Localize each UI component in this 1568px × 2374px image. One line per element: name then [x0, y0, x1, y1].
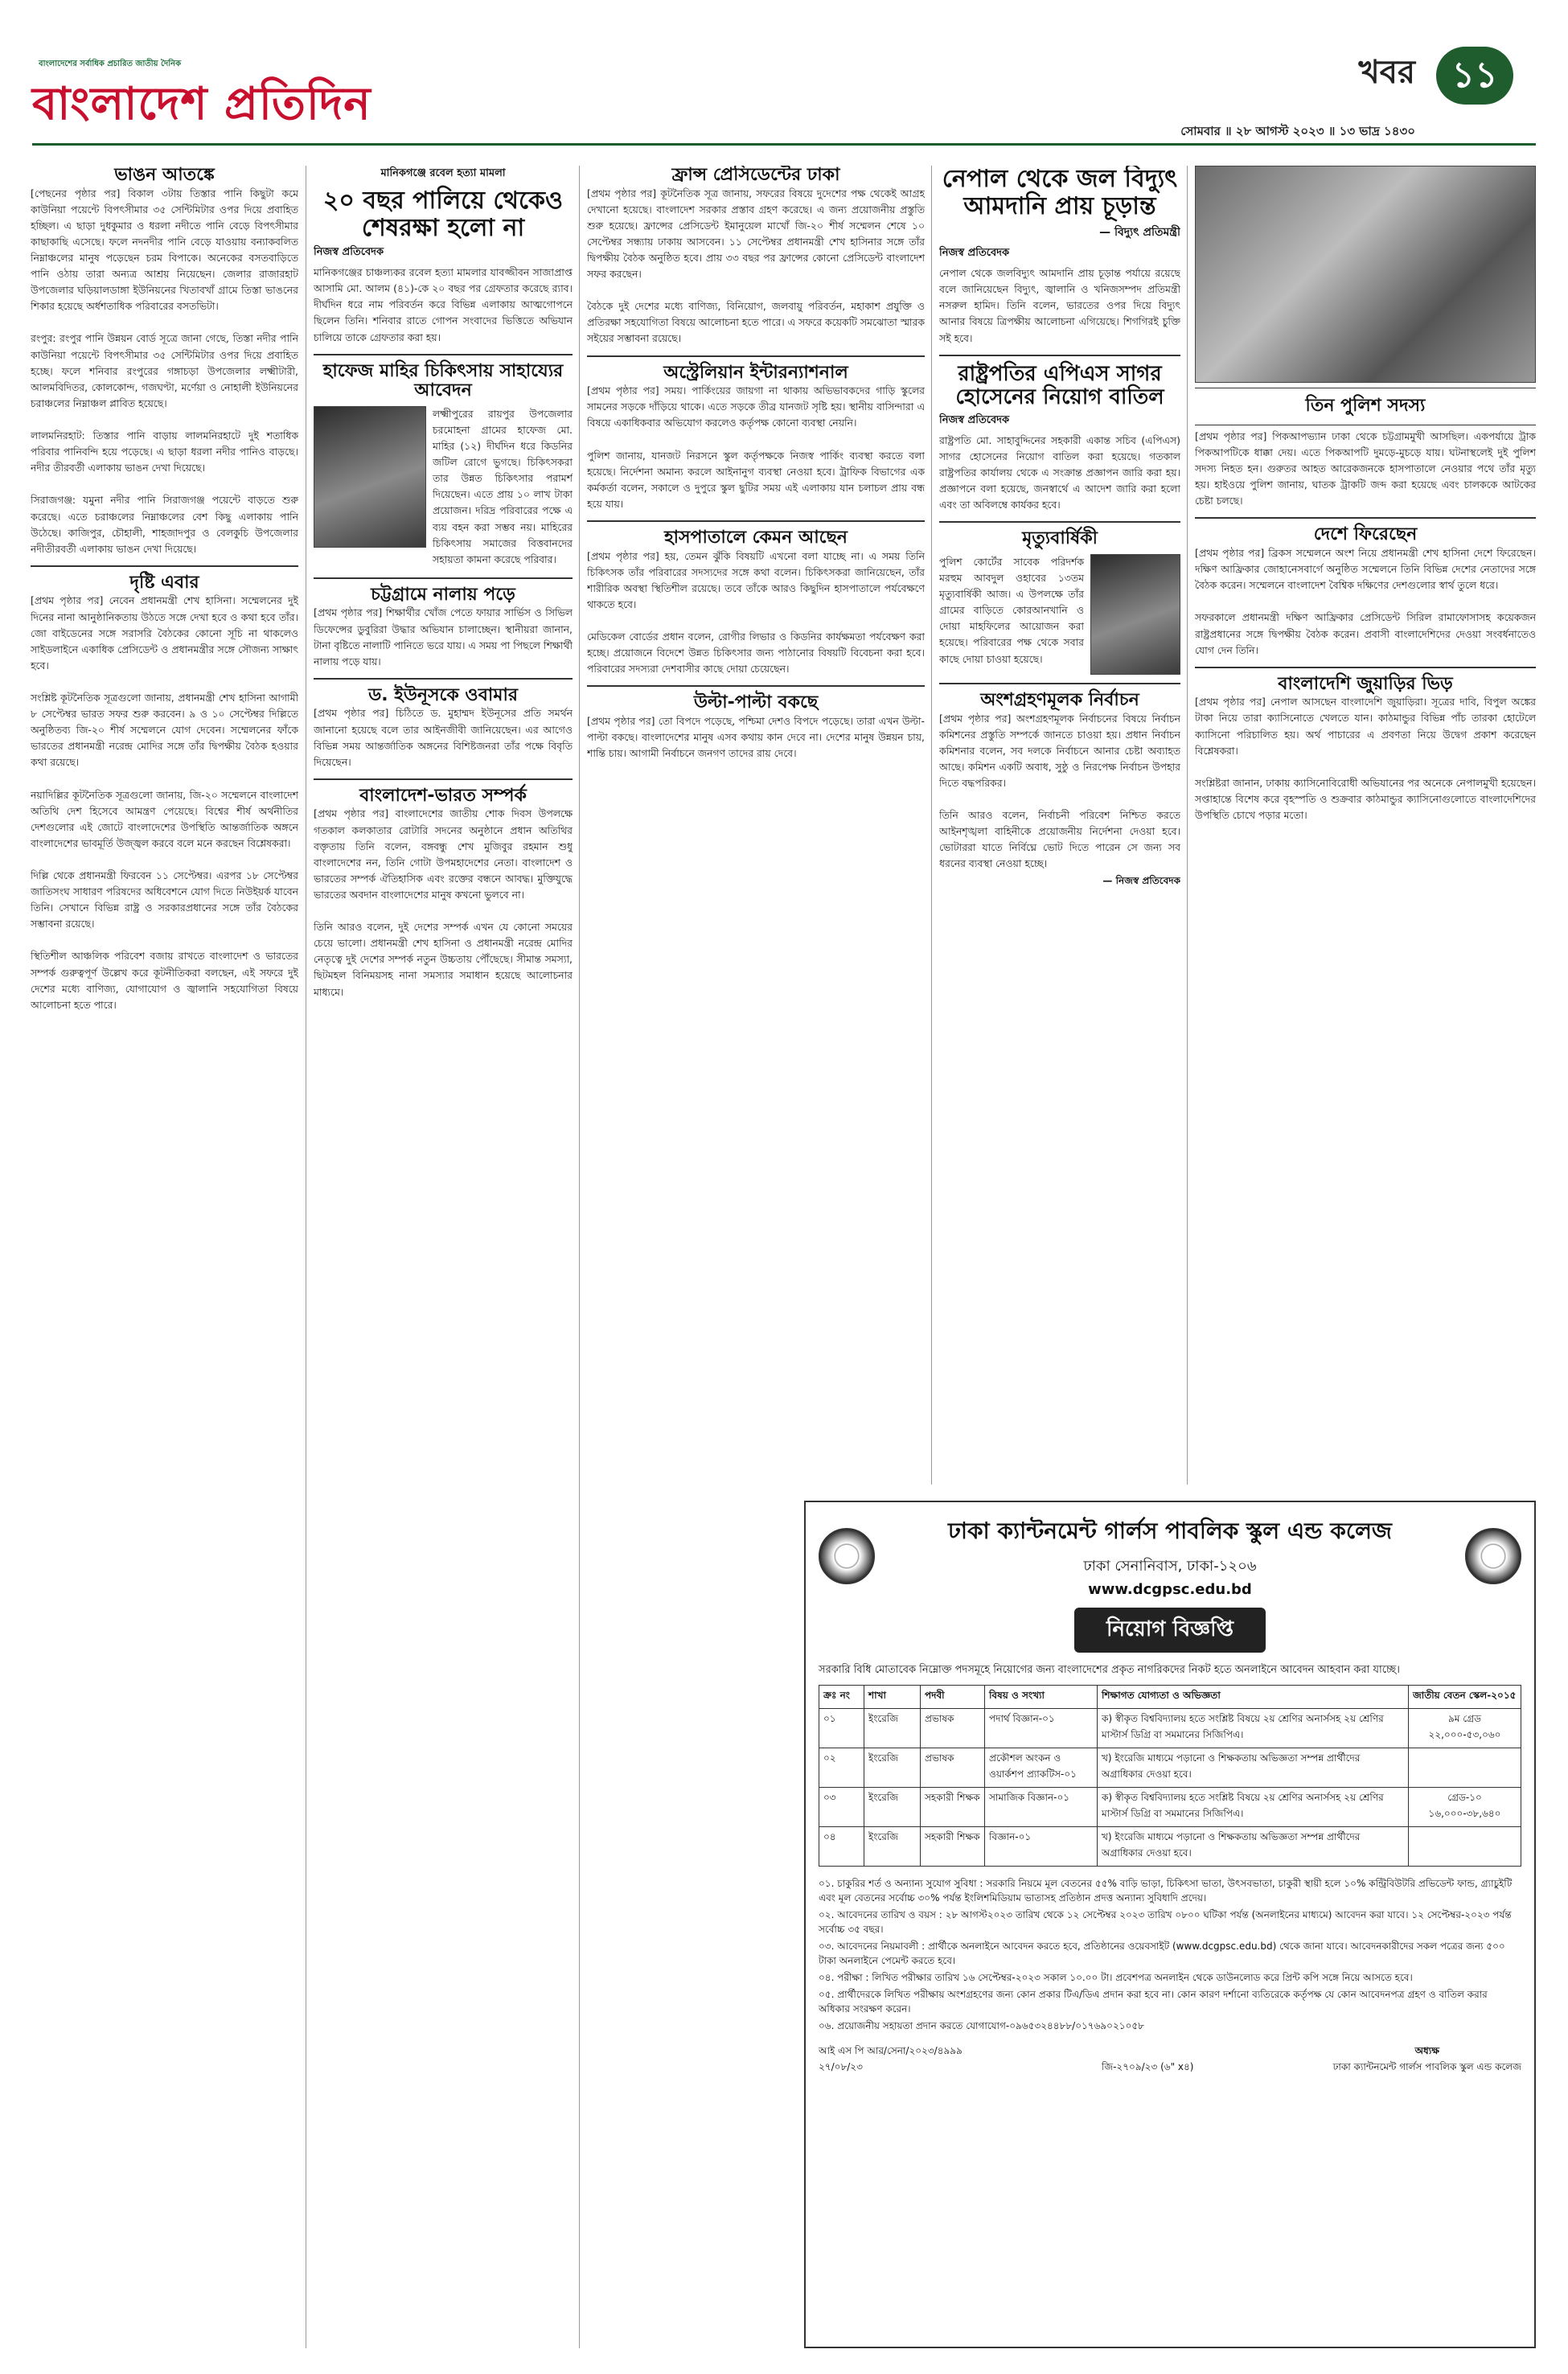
table-cell: সহকারী শিক্ষক	[921, 1826, 985, 1866]
table-cell: ০৪	[819, 1826, 864, 1866]
divider	[314, 577, 573, 579]
column-4	[939, 166, 1180, 1485]
byline: নিজস্ব প্রতিবেদক	[939, 247, 1010, 260]
table-header: শিক্ষাগত যোগ্যতা ও অভিজ্ঞতা	[1098, 1685, 1409, 1708]
column-divider	[579, 166, 580, 2348]
column-5	[1195, 166, 1536, 1485]
table-cell: সহকারী শিক্ষক	[921, 1787, 985, 1826]
headline-participatory-election: অংশগ্রহণমূলক নির্বাচন	[980, 689, 1139, 710]
divider	[1195, 517, 1536, 519]
table-cell: খ) ইংরেজি মাধ্যমে পড়ানো ও শিক্ষকতায় অভিজ্ঞতা সম্পন্ন প্রার্থীদের অগ্রাধিকার দেওয়া হবে।	[1098, 1748, 1409, 1787]
column-3	[587, 166, 925, 1485]
article-nepal-power-body: নেপাল থেকে জলবিদ্যুৎ আমদানি প্রায় চূড়ান্ত পর্যায়ে রয়েছে বলে জানিয়েছেন বিদ্যুৎ, জ্বালানি ও খনিজসম্পদ প্রতিমন্ত্রী নসরুল হামিদ। তিনি বলেন, ভারতের ওপর দিয়ে বিদ্যুৎ আনার বিষয়ে ত্রিপক্ষীয় আলোচনা এগিয়েছে। শিগগিরই চুক্তি সই হবে।	[939, 267, 1180, 344]
column-1	[31, 166, 298, 2348]
vacancy-table	[819, 1685, 1521, 1867]
table-header: পদবী	[921, 1685, 985, 1708]
ad-term-item: ০১. চাকুরির শর্ত ও অন্যান্য সুযোগ সুবিধা : সরকারি নিয়মে মূল বেতনের ৫৫% বাড়ি ভাড়া, চিকিৎসা ভাতা, উৎসবভাতা, চাকুরী স্থায়ী হলে ১০% কন্ট্রিবিউটরি প্রভিডেন্ট ফান্ড, গ্র্যাচুইটি এবং মূল বেতনের সর্বোচ্চ ৩০% পর্যন্ত ইংলিশমিডিয়াম ভাতাসহ প্রতিষ্ঠান প্রদত্ত অন্যান্য সুবিধাদি প্রদেয়।	[819, 1877, 1513, 1904]
byline: নিজস্ব প্রতিবেদক	[939, 413, 1010, 426]
masthead-rule	[32, 143, 1536, 146]
article-police-body: [প্রথম পৃষ্ঠার পর] পিকআপভ্যান ঢাকা থেকে চট্টগ্রামমুখী আসছিল। একপর্যায়ে ট্রাক পিকআপটিকে ধাক্কা দেয়। এতে পিকআপটি দুমড়ে-মুচড়ে যায়। ঘটনাস্থলেই দুই পুলিশ সদস্য নিহত হন। গুরুতর আহত আরেকজনকে হাসপাতালে নেওয়ার পথে তাঁর মৃত্যু হয়। হাইওয়ে পুলিশ জানায়, ঘাতক ট্রাকটি জব্দ করা হয়েছে এবং চালককে আটকের চেষ্টা চলছে।	[1195, 430, 1536, 507]
table-cell: ০২	[819, 1748, 864, 1787]
ad-ref-right: জি-২৭০৯/২৩ (৬" x৪)	[1101, 2061, 1194, 2073]
table-header: শাখা	[864, 1685, 921, 1708]
signer-org: ঢাকা ক্যান্টনমেন্ট গার্লস পাবলিক স্কুল এন্ড কলেজ	[1332, 2061, 1521, 2073]
mahir-photo	[314, 406, 426, 548]
table-cell: ৯ম গ্রেড ২২,০০০-৫৩,০৬০	[1409, 1708, 1521, 1748]
signoff: — নিজস্ব প্রতিবেদক	[1102, 874, 1180, 886]
divider	[587, 685, 925, 687]
article-france-body: [প্রথম পৃষ্ঠার পর] কূটনৈতিক সূত্র জানায়, সফরের বিষয়ে দুদেশের পক্ষ থেকেই আগ্রহ দেখানো হয়েছে। বাংলাদেশ সরকার প্রস্তাব গ্রহণ করেছে। এ জন্য প্রয়োজনীয় প্রস্তুতি শুরু হয়েছে। ফ্রান্সের প্রেসিডেন্ট ইমানুয়েল মাখোঁ জি-২০ শীর্ষ সম্মেলন শেষে ১০ সেপ্টেম্বর সন্ধ্যায় ঢাকায় আসবেন। ১১ সেপ্টেম্বর প্রধানমন্ত্রী শেখ হাসিনার সঙ্গে তাঁর দ্বিপক্ষীয় বৈঠক অনুষ্ঠিত হবে। প্রায় ৩৩ বছর পর ফ্রান্সের কোনো প্রেসিডেন্ট বাংলাদেশ সফর করছেন। বৈঠকে দুই দেশের মধ্যে বাণিজ্য, বিনিয়োগ, জলবায়ু পরিবর্তন, মহাকাশ প্রযুক্তি ও প্রতিরক্ষা সহযোগিতা বিষয়ে আলোচনা হতে পারে। এ সফরে কয়েকটি সমঝোতা স্মারক সইয়ের সম্ভাবনা রয়েছে।	[587, 187, 925, 345]
portrait-photo	[1090, 554, 1180, 675]
table-cell: ক) স্বীকৃত বিশ্ববিদ্যালয় হতে সংশ্লিষ্ট বিষয়ে ২য় শ্রেণির অনার্সসহ ২য় শ্রেণির মাস্টার্স ডিগ্রি বা সমমানের সিজিপিএ।	[1098, 1787, 1409, 1826]
ad-term-item: ০৩. আবেদনের নিয়মাবলী : প্রার্থীকে অনলাইনে আবেদন করতে হবে, প্রতিষ্ঠানের ওয়েবসাইট (www.dcgpsc.edu.bd) থেকে জানা যাবে। আবেদনকারীদের সকল পত্রের জন্য ৫০০ টাকা অনলাইনে পেমেন্ট করতে হবে।	[819, 1940, 1505, 1967]
headline-bhangon: ভাঙন আতঙ্কে	[114, 166, 215, 185]
table-row	[819, 1787, 1521, 1826]
column-2	[314, 166, 573, 2348]
school-website[interactable]: www.dcgpsc.edu.bd	[1088, 1581, 1252, 1598]
table-cell: ইংরেজি	[864, 1787, 921, 1826]
ad-term-item: ০৫. প্রার্থীদেরকে লিখিত পরীক্ষায় অংশগ্রহণের জন্য কোন প্রকার টিএ/ডিএ প্রদান করা হবে না। কোন কারণ দর্শানো ব্যতিরেকে কর্তৃপক্ষ যে কোন আবেদনপত্র গ্রহণ ও বাতিল করার অধিকার সংরক্ষণ করেন।	[819, 1988, 1488, 2015]
table-cell: বিজ্ঞান-০১	[985, 1826, 1098, 1866]
headline-hafez-mahir: হাফেজ মাহির চিকিৎসায় সাহায্যের আবেদন	[322, 360, 564, 401]
article-death-anniversary-body: পুলিশ কোর্টের সাবেক পরিদর্শক মরহুম আবদুল ওহাবের ১৩তম মৃত্যুবার্ষিকী আজ। এ উপলক্ষে তাঁর গ্রামের বাড়িতে কোরআনখানি ও দোয়া মাহফিলের আয়োজন করা হয়েছে। পরিবারের পক্ষ থেকে সবার কাছে দোয়া চাওয়া হয়েছে।	[939, 555, 1084, 665]
table-cell	[1409, 1826, 1521, 1866]
table-header-row	[819, 1685, 1521, 1708]
headline-nepal-power: নেপাল থেকে জল বিদ্যুৎ আমদানি প্রায় চূড়ান্ত	[942, 166, 1178, 220]
article-hafez-mahir-body: লক্ষ্মীপুরের রায়পুর উপজেলার চরমোহনা গ্রামের হাফেজ মো. মাহির (১২) দীর্ঘদিন ধরে কিডনির জটিল রোগে ভুগছে। চিকিৎসকরা তার উন্নত চিকিৎসার পরামর্শ দিয়েছেন। এতে প্রায় ১০ লাখ টাকা প্রয়োজন। দরিদ্র পরিবারের পক্ষে এ ব্যয় বহন করা সম্ভব নয়। মাহিরের চিকিৎসায় সমাজের বিত্তবানদের সহায়তা কামনা করেছে পরিবার।	[433, 407, 573, 565]
divider	[31, 565, 298, 567]
masthead-tagline: বাংলাদেশের সর্বাধিক প্রচারিত জাতীয় দৈনিক	[39, 60, 182, 68]
article-chattogram-body: [প্রথম পৃষ্ঠার পর] শিক্ষার্থীর খোঁজ পেতে ফায়ার সার্ভিস ও সিভিল ডিফেন্সের ডুবুরিরা উদ্ধার অভিযান চালাচ্ছেন। স্থানীয়রা জানান, টানা বৃষ্টিতে নালাটি পানিতে ভরে যায়। এ সময় পা পিছলে শিক্ষার্থী নালায় পড়ে যায়।	[314, 606, 573, 667]
divider	[587, 520, 925, 522]
table-cell: পদার্থ বিজ্ঞান-০১	[985, 1708, 1098, 1748]
table-cell: গ্রেড-১০ ১৬,০০০-৩৮,৬৪০	[1409, 1787, 1521, 1826]
school-crest-icon	[1465, 1528, 1521, 1584]
divider	[939, 521, 1180, 523]
table-row	[819, 1826, 1521, 1866]
table-cell: ০৩	[819, 1787, 864, 1826]
table-header: জাতীয় বেতন স্কেল-২০১৫	[1409, 1685, 1521, 1708]
article-yunus-obama-body: [প্রথম পৃষ্ঠার পর] চিঠিতে ড. মুহাম্মদ ইউনূসের প্রতি সমর্থন জানানো হয়েছে বলে তার আইনজীবী জানিয়েছেন। এর আগেও বিভিন্ন সময় আন্তর্জাতিক অঙ্গনের বিশিষ্টজনরা তাঁর পক্ষে বিবৃতি দিয়েছেন।	[314, 707, 573, 768]
headline-death-anniversary: মৃত্যুবার্ষিকী	[1022, 528, 1098, 549]
article-aps-sagar-body: রাষ্ট্রপতি মো. সাহাবুদ্দিনের সহকারী একান্ত সচিব (এপিএস) সাগর হোসেনের নিয়োগ বাতিল করা হয়েছে। গতকাল রাষ্ট্রপতির কার্যালয় থেকে এ সংক্রান্ত প্রজ্ঞাপন জারি করা হয়। প্রজ্ঞাপনে বলা হয়েছে, জনস্বার্থে এ আদেশ জারি করা হলো এবং তা অবিলম্বে কার্যকর হবে।	[939, 433, 1180, 511]
headline-aps-sagar: রাষ্ট্রপতির এপিএস সাগর হোসেনের নিয়োগ বাতিল	[955, 361, 1164, 409]
divider	[939, 355, 1180, 356]
headline-nepal-power-sub: — বিদ্যুৎ প্রতিমন্ত্রী	[1099, 226, 1180, 240]
ad-term-item: ০৬. প্রয়োজনীয় সহায়তা প্রদান করতে যোগাযোগ-০৯৬৫৩২৪৪৮৮/০১৭৬৯০২১০৫৮	[819, 2019, 1144, 2031]
recruitment-ad	[804, 1501, 1536, 2348]
table-cell: খ) ইংরেজি মাধ্যমে পড়ানো ও শিক্ষকতায় অভিজ্ঞতা সম্পন্ন প্রার্থীদের অগ্রাধিকার দেওয়া হবে।	[1098, 1826, 1409, 1866]
table-header: ক্রঃ নং	[819, 1685, 864, 1708]
headline-ulta-palta: উল্টা-পাল্টা বকছে	[693, 692, 819, 713]
headline-yunus-obama: ড. ইউনূসকে ওবামার	[368, 684, 518, 705]
table-cell: ০১	[819, 1708, 864, 1748]
ad-term-item: ০৪. পরীক্ষা : লিখিত পরীক্ষার তারিখ ১৬ সেপ্টেম্বর-২০২৩ সকাল ১০.০০ টা। প্রবেশপত্র অনলাইন থেকে ডাউনলোড করে প্রিন্ট কপি সঙ্গে নিয়ে আসতে হবে।	[819, 1972, 1413, 1984]
page-number: ১১	[1451, 55, 1498, 96]
table-cell: প্রভাষক	[921, 1748, 985, 1787]
table-cell: সামাজিক বিজ্ঞান-০১	[985, 1787, 1098, 1826]
table-row	[819, 1748, 1521, 1787]
headline-gamblers: বাংলাদেশি জুয়াড়ির ভিড়	[1278, 673, 1453, 694]
article-bhangon-body: [পেছনের পৃষ্ঠার পর] বিকাল ৩টায় তিস্তার পানি কিছুটা কমে কাউনিয়া পয়েন্টে বিপৎসীমার ৩৫ সেন্টিমিটার ওপর দিয়ে প্রবাহিত হচ্ছিল। এ ছাড়া দুধকুমার ও ধরলা নদীতে পানি বেড়ে বিপৎসীমার কাছাকাছি এসেছে। ফলে নদনদীর পানি বেড়ে যাওয়ায় বন্যাকবলিত নিম্নাঞ্চলের মানুষ পড়েছেন চরম বিপাকে। অনেকের বসতবাড়িতে পানি ওঠায় তারা অন্যত্র আশ্রয় নিয়েছেন। জেলার রাজারহাট উপজেলার ঘড়িয়ালডাঙ্গা ইউনিয়নের খিতাবখাঁ গ্রামে তিস্তা ভাঙনের শিকার হয়েছে অর্ধশতাধিক পরিবারের বসতভিটা। রংপুর: রংপুর পানি উন্নয়ন বোর্ড সূত্রে জানা গেছে, তিস্তা নদীর পানি কাউনিয়া পয়েন্টে বিপৎসীমার ৩৫ সেন্টিমিটার ওপর দিয়ে প্রবাহিত হচ্ছে। ফলে শনিবার রংপুরের গঙ্গাচড়া উপজেলার লক্ষ্মীটারী, আলমবিদিতর, কোলকোন্দ, গজঘণ্টা, মর্ণেয়া ও নোহালী ইউনিয়নের চরাঞ্চলের নিম্নাঞ্চল প্লাবিত হয়েছে। লালমনিরহাট: তিস্তার পানি বাড়ায় লালমনিরহাটে দুই শতাধিক পরিবার পানিবন্দি হয়ে পড়েছে। এ ছাড়া ধরলা নদীর পানিও বাড়ছে। নদীর তীরবর্তী এলাকায় ভাঙন দেখা দিয়েছে। সিরাজগঞ্জ: যমুনা নদীর পানি সিরাজগঞ্জ পয়েন্টে বাড়তে শুরু করেছে। এতে চরাঞ্চলের নিম্নাঞ্চলের বেশ কিছু এলাকায় পানি উঠেছে। কাজিপুর, চৌহালী, শাহজাদপুর ও বেলকুচি উপজেলার নদীতীরবর্তী এলাকায় ভাঙন দেখা দিয়েছে।	[31, 187, 298, 555]
headline-hospital: হাসপাতালে কেমন আছেন	[664, 527, 848, 548]
table-cell	[1409, 1748, 1521, 1787]
headline-chattogram: চট্টগ্রামে নালায় পড়ে	[371, 584, 515, 605]
article-bd-india-body: [প্রথম পৃষ্ঠার পর] বাংলাদেশের জাতীয় শোক দিবস উপলক্ষে গতকাল কলকাতার রোটারি সদনের অনুষ্ঠানে প্রধান অতিথির বক্তৃতায় তিনি বলেন, বঙ্গবন্ধু শেখ মুজিবুর রহমান শুধু বাংলাদেশের নন, তিনি গোটা উপমহাদেশের নেতা। বাংলাদেশ ও ভারতের সম্পর্ক ঐতিহাসিক এবং রক্তের বন্ধনে আবদ্ধ। মুক্তিযুদ্ধে ভারতের অবদান বাংলাদেশের মানুষ কখনো ভুলবে না। তিনি আরও বলেন, দুই দেশের সম্পর্ক এখন যে কোনো সময়ের চেয়ে ভালো। প্রধানমন্ত্রী শেখ হাসিনা ও প্রধানমন্ত্রী নরেন্দ্র মোদির নেতৃত্বে দুই দেশের সম্পর্ক নতুন উচ্চতায় পৌঁছেছে। সীমান্ত সমস্যা, ছিটমহল বিনিময়সহ নানা সমস্যার সমাধান হয়েছে আলোচনার মাধ্যমে।	[314, 807, 573, 998]
ad-ref-left: আই এস পি আর/সেনা/২০২৩/৪৯৯৯ ২৭/০৮/২৩	[819, 2045, 963, 2073]
article-australian-intl-body: [প্রথম পৃষ্ঠার পর] সময়। পার্কিংয়ের জায়গা না থাকায় অভিভাবকদের গাড়ি স্কুলের সামনের সড়কে দাঁড়িয়ে থাকে। এতে সড়কে তীব্র যানজট সৃষ্টি হয়। স্থানীয় বাসিন্দারা এ বিষয়ে একাধিকবার অভিযোগ করলেও কর্তৃপক্ষ কোনো ব্যবস্থা নেয়নি। পুলিশ জানায়, যানজট নিরসনে স্কুল কর্তৃপক্ষকে নিজস্ব পার্কিং ব্যবস্থা করতে বলা হয়েছে। নির্দেশনা অমান্য করলে আইনানুগ ব্যবস্থা নেওয়া হবে। ট্রাফিক বিভাগের এক কর্মকর্তা বলেন, সকালে ও দুপুরে স্কুল ছুটির সময় এই এলাকায় যান চলাচল প্রায় বন্ধ হয়ে যায়।	[587, 384, 925, 510]
date-line: সোমবার ॥ ২৮ আগস্ট ২০২৩ ॥ ১৩ ভাদ্র ১৪৩০	[1180, 124, 1415, 138]
table-cell: প্রভাষক	[921, 1708, 985, 1748]
table-header: বিষয় ও সংখ্যা	[985, 1685, 1098, 1708]
kicker-manikganj: মানিকগঞ্জে রবেল হত্যা মামলা	[380, 167, 506, 179]
headline-20-years: ২০ বছর পালিয়ে থেকেও শেষরক্ষা হলো না	[322, 187, 564, 242]
school-crest-icon	[819, 1528, 875, 1584]
divider	[314, 778, 573, 780]
divider	[939, 683, 1180, 684]
divider	[1195, 667, 1536, 668]
accident-photo	[1195, 166, 1536, 383]
article-participatory-election-body: [প্রথম পৃষ্ঠার পর] অংশগ্রহণমূলক নির্বাচনের বিষয়ে নির্বাচন কমিশনের প্রস্তুতি সম্পর্কে জানতে চাওয়া হয়। প্রধান নির্বাচন কমিশনার বলেন, সব দলকে নির্বাচনে আনার চেষ্টা অব্যাহত আছে। কমিশন একটি অবাধ, সুষ্ঠু ও নিরপেক্ষ নির্বাচন উপহার দিতে বদ্ধপরিকর। তিনি আরও বলেন, নির্বাচনী পরিবেশ নিশ্চিত করতে আইনশৃঙ্খলা বাহিনীকে প্রয়োজনীয় নির্দেশনা দেওয়া হবে। ভোটাররা যাতে নির্বিঘ্নে ভোট দিতে পারেন সে জন্য সব ধরনের ব্যবস্থা নেওয়া হচ্ছে।	[939, 712, 1180, 870]
headline-drishti: দৃষ্টি এবার	[129, 572, 199, 593]
article-gamblers-body: [প্রথম পৃষ্ঠার পর] নেপাল আসছেন বাংলাদেশি জুয়াড়িরা। সূত্রের দাবি, বিপুল অঙ্কের টাকা নিয়ে তারা ক্যাসিনোতে খেলতে যান। কাঠমান্ডুর বিভিন্ন পাঁচ তারকা হোটেলে ক্যাসিনো পরিচালিত হয়। অর্থ পাচারের এ প্রবণতা নিয়ে উদ্বেগ প্রকাশ করেছেন বিশ্লেষকরা। সংশ্লিষ্টরা জানান, ঢাকায় ক্যাসিনোবিরোধী অভিযানের পর অনেকে নেপালমুখী হয়েছেন। সপ্তাহান্তে বিশেষ করে বৃহস্পতি ও শুক্রবার কাঠমান্ডুর ক্যাসিনোগুলোতে বাংলাদেশিদের উপস্থিতি চোখে পড়ার মতো।	[1195, 696, 1536, 822]
divider	[314, 678, 573, 680]
page-number-badge	[1436, 47, 1513, 105]
column-divider	[931, 166, 932, 1485]
ad-terms	[819, 1876, 1521, 2034]
divider	[314, 354, 573, 355]
article-returned-home-body: [প্রথম পৃষ্ঠার পর] ব্রিকস সম্মেলনে অংশ নিয়ে প্রধানমন্ত্রী শেখ হাসিনা দেশে ফিরেছেন। দক্ষিণ আফ্রিকার জোহানেসবার্গে অনুষ্ঠিত সম্মেলনে তিনি বিভিন্ন দেশের নেতাদের সঙ্গে বৈঠক করেন। সম্মেলনে বাংলাদেশ বৈশ্বিক দক্ষিণের দেশগুলোর স্বার্থ তুলে ধরে। সফরকালে প্রধানমন্ত্রী দক্ষিণ আফ্রিকার প্রেসিডেন্ট সিরিল রামাফোসাসহ কয়েকজন রাষ্ট্রপ্রধানের সঙ্গে দ্বিপক্ষীয় বৈঠক করেন। প্রবাসী বাংলাদেশিদের দেওয়া সংবর্ধনাতেও যোগ দেন তিনি।	[1195, 547, 1536, 656]
masthead	[32, 47, 1536, 150]
article-20-years-body: মানিকগঞ্জের চাঞ্চল্যকর রবেল হত্যা মামলার যাবজ্জীবন সাজাপ্রাপ্ত আসামি মো. আলম (৪১)-কে ২০ বছর পর গ্রেফতার করেছে র‌্যাব। দীর্ঘদিন ধরে নাম পরিবর্তন করে বিভিন্ন এলাকায় আত্মগোপনে ছিলেন তিনি। শনিবার রাতে গোপন সংবাদের ভিত্তিতে অভিযান চালিয়ে তাকে গ্রেফতার করা হয়।	[314, 266, 573, 343]
table-cell: ইংরেজি	[864, 1748, 921, 1787]
newspaper-logo: বাংলাদেশ প্রতিদিন	[32, 77, 371, 130]
table-cell: ইংরেজি	[864, 1708, 921, 1748]
headline-france: ফ্রান্স প্রেসিডেন্টের ঢাকা	[671, 166, 840, 185]
article-drishti-body: [প্রথম পৃষ্ঠার পর] নেবেন প্রধানমন্ত্রী শেখ হাসিনা। সম্মেলনের দুই দিনের নানা আনুষ্ঠানিকতায় উঠতে সঙ্গে দেখা হবে ও কথা হবে তাঁর। জো বাইডেনের সঙ্গে সরাসরি বৈঠকের কোনো সূচি না থাকলেও সাইডলাইনে একাধিক প্রেসিডেন্ট ও প্রধানমন্ত্রীর সঙ্গে সৌজন্য সাক্ষাৎ হবে। সংশ্লিষ্ট কূটনৈতিক সূত্রগুলো জানায়, প্রধানমন্ত্রী শেখ হাসিনা আগামী ৮ সেপ্টেম্বর ভারত সফর শুরু করবেন। ৯ ও ১০ সেপ্টেম্বর দিল্লিতে অনুষ্ঠিতব্য জি-২০ শীর্ষ সম্মেলনে যোগ দেবেন। সম্মেলনের ফাঁকে ভারতের প্রধানমন্ত্রী নরেন্দ্র মোদির সঙ্গে তাঁর দ্বিপক্ষীয় বৈঠক হওয়ার কথা রয়েছে। নয়াদিল্লির কূটনৈতিক সূত্রগুলো জানায়, জি-২০ সম্মেলনে বাংলাদেশ অতিথি দেশ হিসেবে আমন্ত্রণ পেয়েছে। বিশ্বের শীর্ষ অর্থনীতির দেশগুলোর এই জোটে বাংলাদেশের উপস্থিতি আন্তর্জাতিক অঙ্গনে বাংলাদেশের ভাবমূর্তি উজ্জ্বল করবে বলে মনে করছেন বিশ্লেষকরা। দিল্লি থেকে প্রধানমন্ত্রী ফিরবেন ১১ সেপ্টেম্বর। এরপর ১৮ সেপ্টেম্বর জাতিসংঘ সাধারণ পরিষদের অধিবেশনে যোগ দিতে নিউইয়র্ক যাবেন তিনি। সেখানে বিভিন্ন রাষ্ট্র ও সরকারপ্রধানের সঙ্গে তাঁর বৈঠকের সম্ভাবনা রয়েছে। স্থিতিশীল আঞ্চলিক পরিবেশ বজায় রাখতে বাংলাদেশ ও ভারতের সম্পর্ক গুরুত্বপূর্ণ উল্লেখ করে কূটনীতিকরা বলছেন, এই সফরে দুই দেশের মধ্যে বাণিজ্য, যোগাযোগ ও জ্বালানি সহযোগিতা বিষয়ে আলোচনা হতে পারে।	[31, 594, 298, 1011]
school-name: ঢাকা ক্যান্টনমেন্ট গার্লস পাবলিক স্কুল এন্ড কলেজ	[947, 1518, 1392, 1544]
table-cell: ইংরেজি	[864, 1826, 921, 1866]
article-ulta-palta-body: [প্রথম পৃষ্ঠার পর] তো বিপদে পড়েছে, পশ্চিমা দেশও বিপদে পড়েছে। তারা এখন উল্টা-পাল্টা বকছে। বাংলাদেশের মানুষ এসব কথায় কান দেবে না। দেশের মানুষ উন্নয়ন চায়, শান্তি চায়। আগামী নির্বাচনে জনগণ তাদের রায় দেবে।	[587, 714, 925, 760]
table-cell: ক) স্বীকৃত বিশ্ববিদ্যালয় হতে সংশ্লিষ্ট বিষয়ে ২য় শ্রেণির অনার্সসহ ২য় শ্রেণির মাস্টার্স ডিগ্রি বা সমমানের সিজিপিএ।	[1098, 1708, 1409, 1748]
headline-returned-home: দেশে ফিরেছেন	[1313, 524, 1418, 545]
ad-term-item: ০২. আবেদনের তারিখ ও বয়স : ২৮ আগস্ট২০২৩ তারিখ থেকে ১২ সেপ্টেম্বর ২০২৩ তারিখ ০৮০০ ঘটিকা পর্যন্ত (অনলাইনের মাধ্যমে) আবেদন করা যাবে। ১২ সেপ্টেম্বর-২০২৩ পর্যন্ত সর্বোচ্চ ৩৫ বছর।	[819, 1908, 1512, 1936]
headline-bd-india: বাংলাদেশ-ভারত সম্পর্ক	[359, 785, 527, 806]
ad-intro: সরকারি বিধি মোতাবেক নিম্নোক্ত পদসমূহে নিয়োগের জন্য বাংলাদেশের প্রকৃত নাগরিকদের নিকট হতে অনলাইনে আবেদন আহবান করা যাচ্ছে।	[819, 1664, 1400, 1676]
school-address: ঢাকা সেনানিবাস, ঢাকা-১২০৬	[1083, 1558, 1257, 1575]
byline: নিজস্ব প্রতিবেদক	[314, 246, 384, 259]
column-divider	[1187, 166, 1188, 1485]
signer-title: অধ্যক্ষ	[1414, 2045, 1439, 2057]
section-label: খবর	[1358, 54, 1415, 91]
table-cell: প্রকৌশল অংকন ও ওয়ার্কশপ প্র্যাকটিস-০১	[985, 1748, 1098, 1787]
article-hospital-body: [প্রথম পৃষ্ঠার পর] হয়, তেমন ঝুঁকি বিষয়টি এখনো বলা যাচ্ছে না। এ সময় তিনি চিকিৎসক তাঁর পরিবারের সদস্যদের সঙ্গে কথা বলেন। চিকিৎসকরা জানিয়েছেন, তাঁর শারীরিক অবস্থা স্থিতিশীল রয়েছে। তবে তাঁকে আরও কিছুদিন হাসপাতালে পর্যবেক্ষণে থাকতে হবে। মেডিকেল বোর্ডের প্রধান বলেন, রোগীর লিভার ও কিডনির কার্যক্ষমতা পর্যবেক্ষণ করা হচ্ছে। প্রয়োজনে বিদেশে উন্নত চিকিৎসার জন্য পাঠানোর বিষয়টি বিবেচনা করা হবে। পরিবারের সদস্যরা দেশবাসীর কাছে দোয়া চেয়েছেন।	[587, 549, 925, 676]
divider	[587, 355, 925, 357]
table-row	[819, 1708, 1521, 1748]
recruitment-banner: নিয়োগ বিজ্ঞপ্তি	[1074, 1608, 1266, 1653]
headline-australian-intl: অস্ট্রেলিয়ান ইন্টারন্যাশনাল	[663, 362, 848, 383]
photo-caption: তিন পুলিশ সদস্য	[1195, 388, 1536, 425]
